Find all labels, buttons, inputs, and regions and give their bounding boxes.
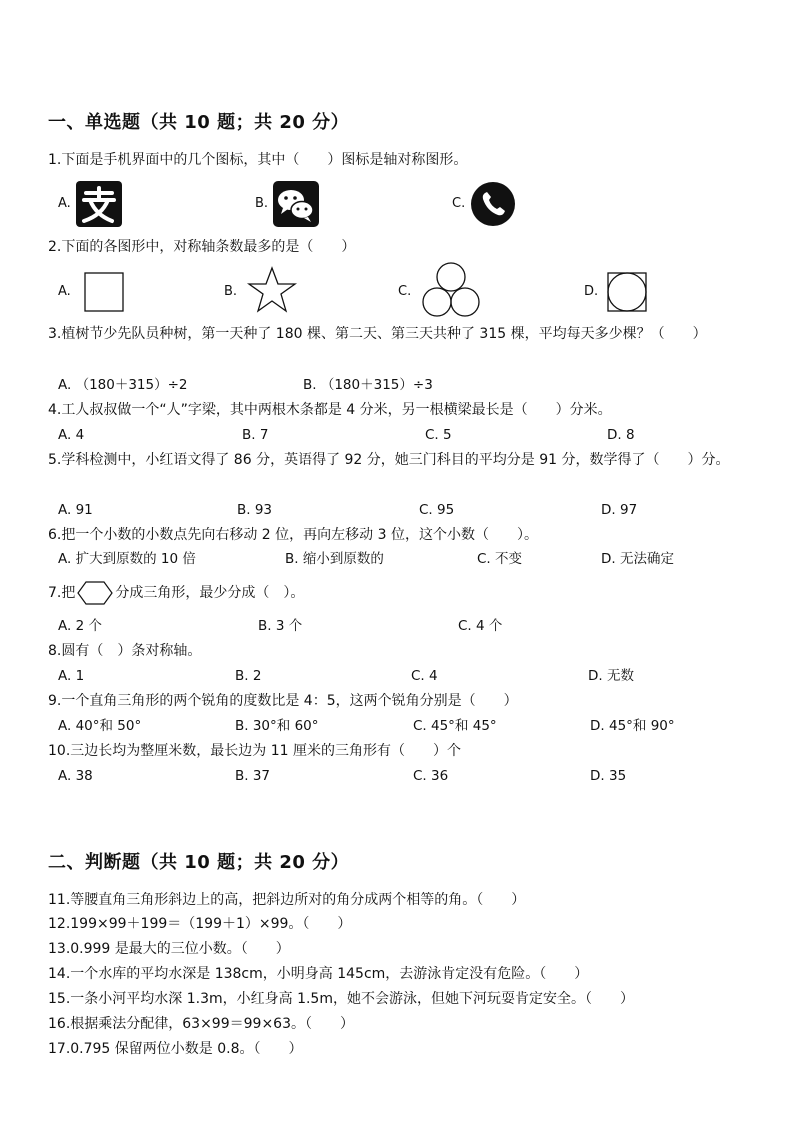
question-1-option-c-label[interactable]: C. xyxy=(452,196,466,211)
question-5-option-c[interactable]: C. 95 xyxy=(419,502,455,518)
question-17-stem: 17.0.795 保留两位小数是 0.8。（ ） xyxy=(48,1041,303,1057)
question-2-option-a-label[interactable]: A. xyxy=(58,284,71,299)
question-5-option-d[interactable]: D. 97 xyxy=(601,502,638,518)
wechat-icon[interactable] xyxy=(273,181,319,227)
question-9-option-c[interactable]: C. 45°和 45° xyxy=(413,718,497,734)
question-3-option-b[interactable]: B. （180＋315）÷3 xyxy=(303,377,433,393)
question-10-option-c[interactable]: C. 36 xyxy=(413,768,449,784)
question-11-stem: 11.等腰直角三角形斜边上的高，把斜边所对的角分成两个相等的角。（ ） xyxy=(48,892,526,908)
alipay-icon[interactable] xyxy=(76,181,122,227)
question-16-stem: 16.根据乘法分配律，63×99＝99×63。（ ） xyxy=(48,1016,354,1032)
three-circles-shape[interactable] xyxy=(421,262,481,318)
circle-in-square-shape[interactable] xyxy=(607,272,647,312)
question-2-stem: 2.下面的各图形中，对称轴条数最多的是（ ） xyxy=(48,239,356,255)
square-shape[interactable] xyxy=(84,272,124,312)
question-8-option-d[interactable]: D. 无数 xyxy=(588,668,634,684)
star-shape[interactable] xyxy=(247,266,297,314)
question-2-option-d-label[interactable]: D. xyxy=(584,284,599,299)
question-1-option-b-label[interactable]: B. xyxy=(255,196,269,211)
question-7-stem-prefix: 7.把 xyxy=(48,585,76,601)
question-6-option-c[interactable]: C. 不变 xyxy=(477,551,523,567)
question-4-option-b[interactable]: B. 7 xyxy=(242,427,269,443)
question-13-stem: 13.0.999 是最大的三位小数。（ ） xyxy=(48,941,290,957)
phone-icon[interactable] xyxy=(470,181,516,227)
question-10-option-d[interactable]: D. 35 xyxy=(590,768,627,784)
question-1-stem: 1.下面是手机界面中的几个图标，其中（ ）图标是轴对称图形。 xyxy=(48,152,468,168)
question-8-option-c[interactable]: C. 4 xyxy=(411,668,438,684)
question-7-option-a[interactable]: A. 2 个 xyxy=(58,618,102,634)
question-3-stem: 3.植树节少先队员种树，第一天种了 180 棵、第二天、第三天共种了 315 棵，平均每天多少棵？（ ） xyxy=(48,326,707,342)
question-8-option-b[interactable]: B. 2 xyxy=(235,668,262,684)
hexagon-shape xyxy=(77,581,113,605)
question-6-option-a[interactable]: A. 扩大到原数的 10 倍 xyxy=(58,551,196,567)
question-10-stem: 10.三边长均为整厘米数，最长边为 11 厘米的三角形有（ ）个 xyxy=(48,743,461,759)
question-2-option-c-label[interactable]: C. xyxy=(398,284,412,299)
question-4-option-d[interactable]: D. 8 xyxy=(607,427,635,443)
question-7-option-b[interactable]: B. 3 个 xyxy=(258,618,303,634)
question-6-stem: 6.把一个小数的小数点先向右移动 2 位，再向左移动 3 位，这个小数（ ）。 xyxy=(48,527,538,543)
question-10-option-b[interactable]: B. 37 xyxy=(235,768,271,784)
question-3-option-a[interactable]: A. （180＋315）÷2 xyxy=(58,377,188,393)
question-15-stem: 15.一条小河平均水深 1.3m，小红身高 1.5m，她不会游泳，但她下河玩耍肯定安全。（ ） xyxy=(48,991,634,1007)
question-9-stem: 9.一个直角三角形的两个锐角的度数比是 4：5，这两个锐角分别是（ ） xyxy=(48,693,518,709)
section-1-heading: 一、单选题（共 10 题；共 20 分） xyxy=(48,112,350,133)
question-1-option-a-label[interactable]: A. xyxy=(58,196,71,211)
question-7-stem-suffix: 分成三角形，最少分成（ ）。 xyxy=(115,585,305,601)
question-14-stem: 14.一个水库的平均水深是 138cm，小明身高 145cm，去游泳肯定没有危险。（ ） xyxy=(48,966,589,982)
question-8-option-a[interactable]: A. 1 xyxy=(58,668,85,684)
section-2-heading: 二、判断题（共 10 题；共 20 分） xyxy=(48,852,350,873)
question-7-option-c[interactable]: C. 4 个 xyxy=(458,618,503,634)
question-5-stem: 5.学科检测中，小红语文得了 86 分，英语得了 92 分，她三门科目的平均分是 91 分，数学得了（ ）分。 xyxy=(48,452,730,468)
question-4-option-a[interactable]: A. 4 xyxy=(58,427,85,443)
question-8-stem: 8.圆有（ ）条对称轴。 xyxy=(48,643,202,659)
question-2-option-b-label[interactable]: B. xyxy=(224,284,238,299)
question-12-stem: 12.199×99＋199＝（199＋1）×99。（ ） xyxy=(48,916,352,932)
question-7-stem xyxy=(48,581,304,605)
question-5-option-b[interactable]: B. 93 xyxy=(237,502,273,518)
question-6-option-d[interactable]: D. 无法确定 xyxy=(601,551,674,567)
question-5-option-a[interactable]: A. 91 xyxy=(58,502,93,518)
question-6-option-b[interactable]: B. 缩小到原数的 xyxy=(285,551,384,567)
question-4-stem: 4.工人叔叔做一个“人”字梁，其中两根木条都是 4 分米，另一根横梁最长是（ ）分米。 xyxy=(48,402,612,418)
question-9-option-a[interactable]: A. 40°和 50° xyxy=(58,718,142,734)
question-9-option-d[interactable]: D. 45°和 90° xyxy=(590,718,675,734)
question-10-option-a[interactable]: A. 38 xyxy=(58,768,93,784)
question-9-option-b[interactable]: B. 30°和 60° xyxy=(235,718,319,734)
question-4-option-c[interactable]: C. 5 xyxy=(425,427,452,443)
